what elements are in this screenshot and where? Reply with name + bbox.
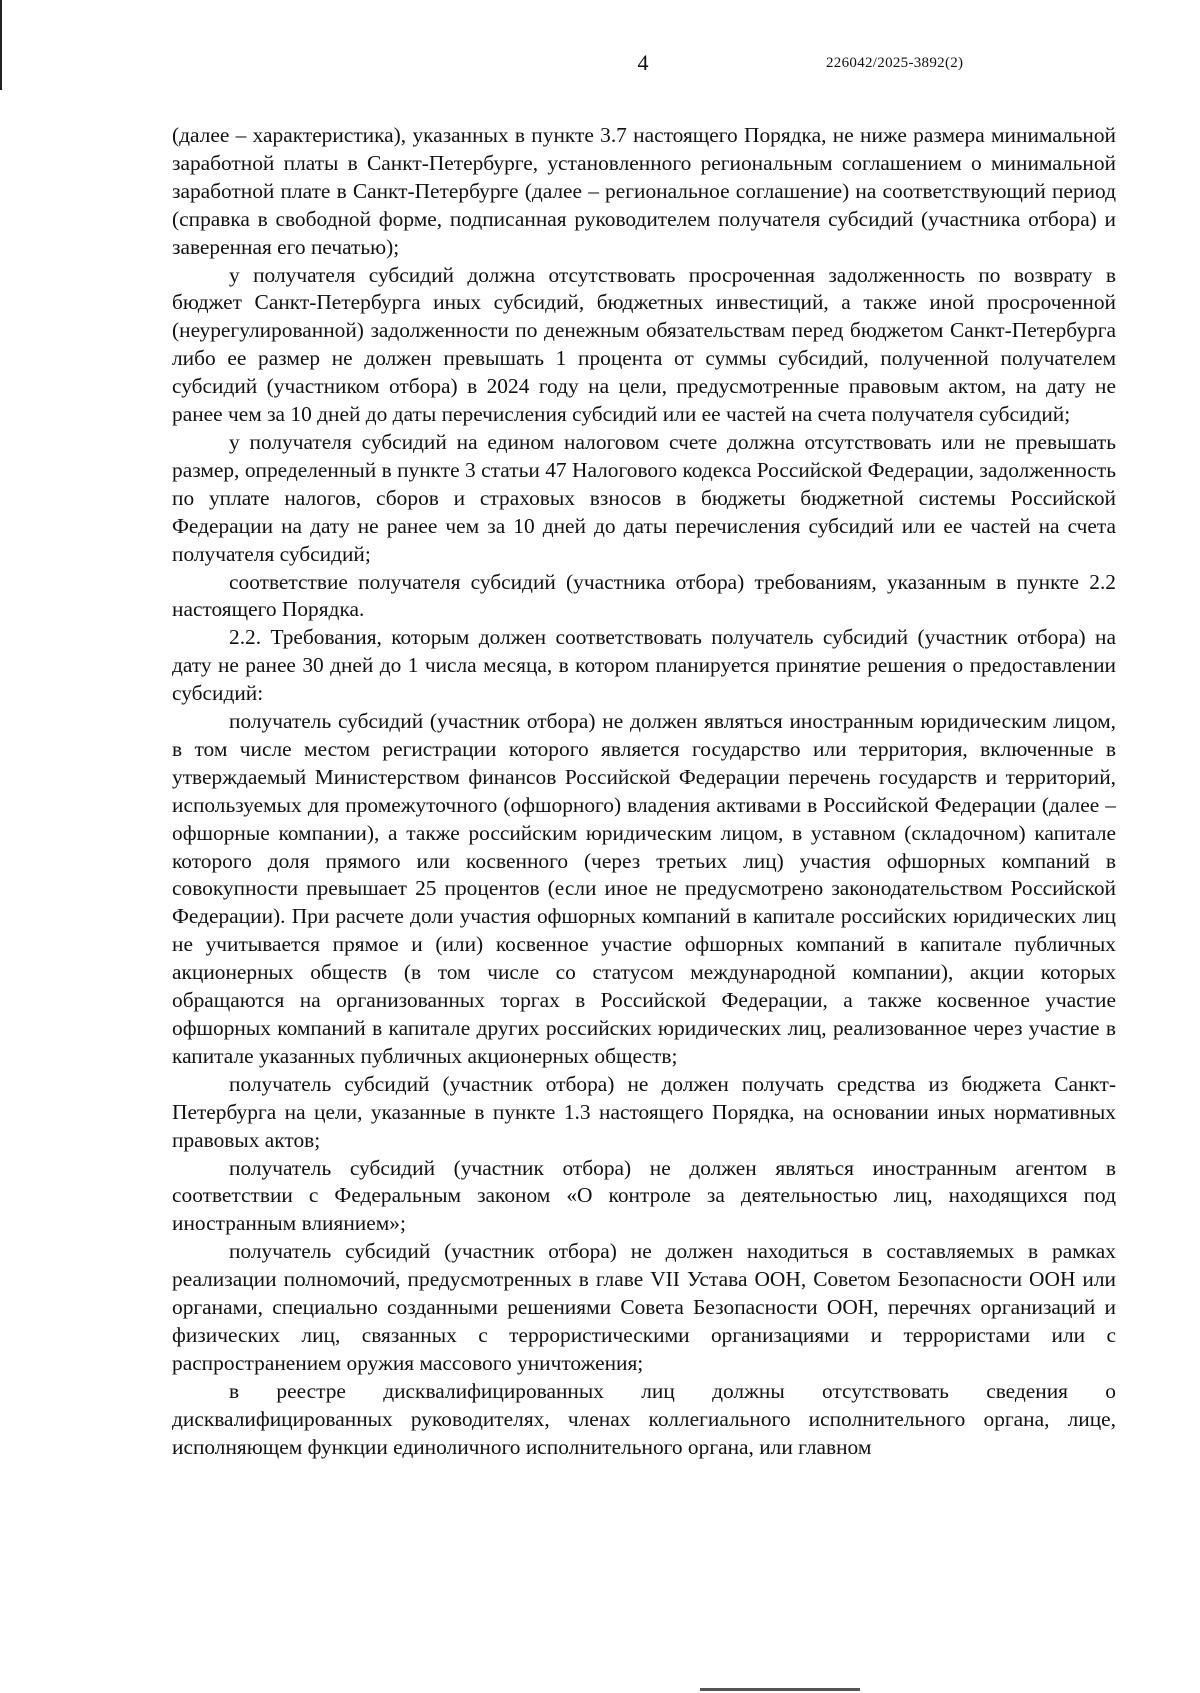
paragraph-2: у получателя субсидий должна отсутствовать просроченная задолженность по возврату в бюджет Санкт-Петербурга иных субсидий, бюджетных инвестиций, а также иной просроченной (неурегулированной) задолженности по денежным обязательствам перед бюджетом Санкт-Петербурга либо ее размер не должен превышать 1 процента от суммы субсидий, полученной получателем субсидий (участником отбора) в 2024 году на цели, предусмотренные правовым актом, на дату не ранее чем за 10 дней до даты перечисления субсидий или ее частей на счета получателя субсидий; [172,262,1116,427]
paragraph-7: получатель субсидий (участник отбора) не должен получать средства из бюджета Санкт-Петербурга на цели, указанные в пункте 1.3 настоящего Порядка, на основании иных нормативных правовых актов; [172,1071,1116,1152]
page-number: 4 [637,50,649,75]
paragraph-6: получатель субсидий (участник отбора) не должен являться иностранным юридическим лицом, в том числе местом регистрации которого является государство или территория, включенные в утверждаемый Министерством финансов Российской Федерации перечень государств и территорий, используемых для промежуточного (офшорного) владения активами в Российской Федерации (далее – офшорные компании), а также российским юридическим лицом, в уставном (складочном) капитале которого доля прямого или косвенного (через третьих лиц) участия офшорных компаний в совокупности превышает 25 процентов (если иное не предусмотрено законодательством Российской Федерации). При расчете доли участия офшорных компаний в капитале российских юридических лиц не учитывается прямое и (или) косвенное участие офшорных компаний в капитале публичных акционерных обществ (в том числе со статусом международной компании), акции которых обращаются на организованных торгах в Российской Федерации, а также косвенное участие офшорных компаний в капитале других российских юридических лиц, реализованное через участие в капитале указанных публичных акционерных обществ; [172,709,1116,1068]
paragraph-9: получатель субсидий (участник отбора) не должен находиться в составляемых в рамках реализации полномочий, предусмотренных в главе VII Устава ООН, Советом Безопасности ООН или органами, специально созданными решениями Совета Безопасности ООН, перечнях организаций и физических лиц, связанных с террористическими организациями и террористами или с распространением оружия массового уничтожения; [172,1239,1116,1375]
scan-left-edge [0,0,2,90]
paragraph-1: (далее – характеристика), указанных в пункте 3.7 настоящего Порядка, не ниже размера минимальной заработной платы в Санкт-Петербурге, установленного региональным соглашением о минимальной заработной плате в Санкт-Петербурге (далее – региональное соглашение) на соответствующий период (справка в свободной форме, подписанная руководителем получателя субсидий (участника отбора) и заверенная его печатью); [172,123,1116,259]
paragraph-8: получатель субсидий (участник отбора) не должен являться иностранным агентом в соответствии с Федеральным законом «О контроле за деятельностью лиц, находящихся под иностранным влиянием»; [172,1155,1116,1236]
paragraph-4: соответствие получателя субсидий (участника отбора) требованиям, указанным в пункте 2.2 настоящего Порядка. [172,569,1116,622]
paragraph-10: в реестре дисквалифицированных лиц должны отсутствовать сведения о дисквалифицированных руководителях, членах коллегиального исполнительного органа, лице, исполняющем функции единоличного исполнительного органа, или главном [172,1378,1116,1459]
document-body [172,122,1116,1462]
scan-bottom-mark [700,1688,860,1691]
paragraph-3: у получателя субсидий на едином налоговом счете должна отсутствовать или не превышать размер, определенный в пункте 3 статьи 47 Налогового кодекса Российской Федерации, задолженность по уплате налогов, сборов и страховых взносов в бюджеты бюджетной системы Российской Федерации на дату не ранее чем за 10 дней до даты перечисления субсидий или ее частей на счета получателя субсидий; [172,429,1116,566]
paragraph-5: 2.2. Требования, которым должен соответствовать получатель субсидий (участник отбора) на дату не ранее 30 дней до 1 числа месяца, в котором планируется принятие решения о предоставлении субсидий: [172,625,1116,706]
document-id: 226042/2025-3892(2) [826,55,964,71]
